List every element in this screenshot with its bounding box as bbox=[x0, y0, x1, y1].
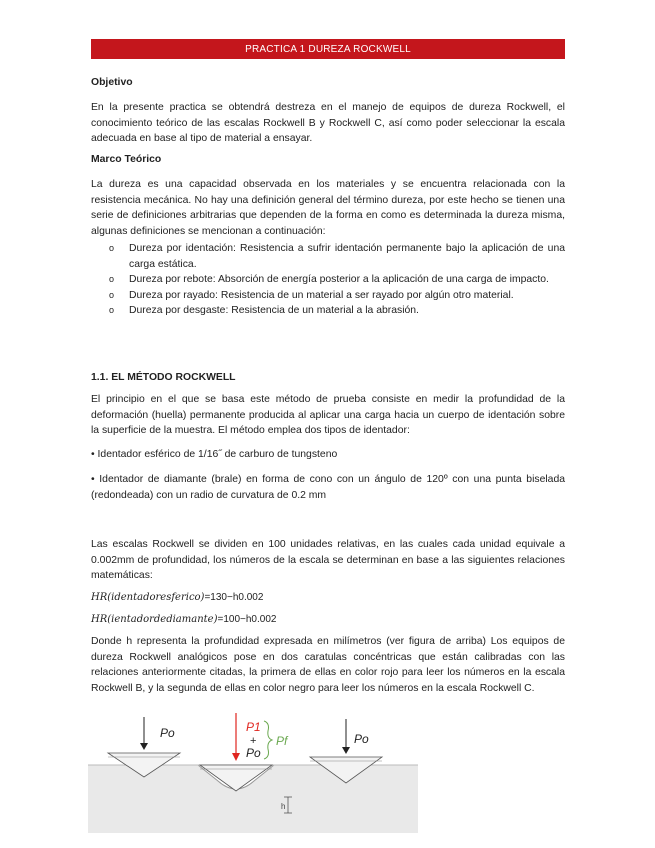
bullet-marker: o bbox=[109, 274, 115, 285]
objetivo-section bbox=[91, 75, 565, 91]
escalas-text: Las escalas Rockwell se dividen en 100 unidades relativas, en las cuales cada unidad equivale a 0.002mm de profundidad, los números de la escala se determinan en base a las siguientes relaciones matemáticas: bbox=[91, 539, 565, 582]
label-h: h bbox=[281, 802, 286, 811]
marco-section bbox=[91, 152, 565, 168]
formula-2 bbox=[91, 612, 565, 628]
metodo-heading: 1.1. EL MÉTODO ROCKWELL bbox=[91, 372, 236, 383]
list-item bbox=[91, 241, 565, 272]
identador-item-1: • Identador esférico de 1/16˝ de carburo de tungsteno bbox=[91, 449, 338, 460]
label-pf: Pf bbox=[276, 734, 288, 748]
page-banner: PRACTICA 1 DUREZA ROCKWELL bbox=[91, 39, 565, 59]
bullet-marker: o bbox=[109, 305, 115, 316]
list-item-text: Dureza por rayado: Resistencia de un material a ser rayado por algún otro material. bbox=[129, 289, 514, 301]
label-po-mid: Po bbox=[246, 746, 261, 760]
formula-1 bbox=[91, 590, 565, 606]
bullet-marker: o bbox=[109, 243, 115, 253]
metodo-section bbox=[91, 370, 565, 386]
label-plus: + bbox=[250, 735, 257, 747]
rockwell-indentation-figure bbox=[88, 713, 418, 833]
list-item-text: Dureza por desgaste: Resistencia de un material a la abrasión. bbox=[129, 305, 419, 317]
list-item bbox=[91, 272, 565, 288]
definitions-list bbox=[91, 241, 565, 319]
objetivo-heading: Objetivo bbox=[91, 77, 133, 88]
marco-heading: Marco Teórico bbox=[91, 154, 162, 165]
donde-text: Donde h representa la profundidad expresada en milímetros (ver figura de arriba) Los equipos de dureza Rockwell analógicos pose en dos caratulas concéntricas que están calibradas con las relaciones anteriormente citadas, la primera de ellas en color rojo para leer los números en la escala Rockwell B, y la segunda de ellas en color negro para leer los números en la escala Rockwell C. bbox=[91, 636, 565, 694]
identador-item-2: • Identador de diamante (brale) en forma de cono con un ángulo de 120º con una punta biselada (redondeada) con un radio de curvatura de 0.2 mm bbox=[91, 474, 565, 501]
objetivo-text: En la presente practica se obtendrá destreza en el manejo de equipos de dureza Rockwell, el conocimiento teórico de las escalas Rockwell B y Rockwell C, así como poder seleccionar la escala adecuada en base al tipo de material a ensayar. bbox=[91, 102, 565, 145]
formula-1-rhs: =130−h0.002 bbox=[204, 592, 264, 603]
label-p1: P1 bbox=[246, 720, 261, 734]
formula-2-rhs: =100−h0.002 bbox=[217, 614, 277, 625]
formula-1-lhs: HR(identadoresferico) bbox=[91, 592, 205, 603]
metodo-text: El principio en el que se basa este método de prueba consiste en medir la profundidad de la deformación (huella) permanente producida al aplicar una carga hacia un cuerpo de identación sobre la superficie de la muestra. El método emplea dos tipos de identador: bbox=[91, 394, 565, 437]
list-item bbox=[91, 303, 565, 319]
list-item bbox=[91, 288, 565, 304]
formula-2-lhs: HR(ientadordediamante) bbox=[91, 614, 218, 625]
list-item-text: Dureza por rebote: Absorción de energía posterior a la aplicación de una carga de impacto. bbox=[129, 274, 549, 286]
label-po-right: Po bbox=[354, 732, 369, 746]
brace bbox=[264, 721, 272, 759]
label-po-left: Po bbox=[160, 726, 175, 740]
marco-text: La dureza es una capacidad observada en los materiales y se encuentra relacionada con la resistencia mecánica. No hay una definición general del término dureza, por este hecho se tienen una serie de definiciones arbitrarias que dependen de la forma en como es determinada la dureza misma, algunas definiciones se mencionan a continuación: bbox=[91, 179, 565, 237]
list-item-text: Dureza por identación: Resistencia a sufrir identación permanente bajo la aplicación de una carga estática. bbox=[129, 243, 565, 270]
bullet-marker: o bbox=[109, 289, 115, 300]
